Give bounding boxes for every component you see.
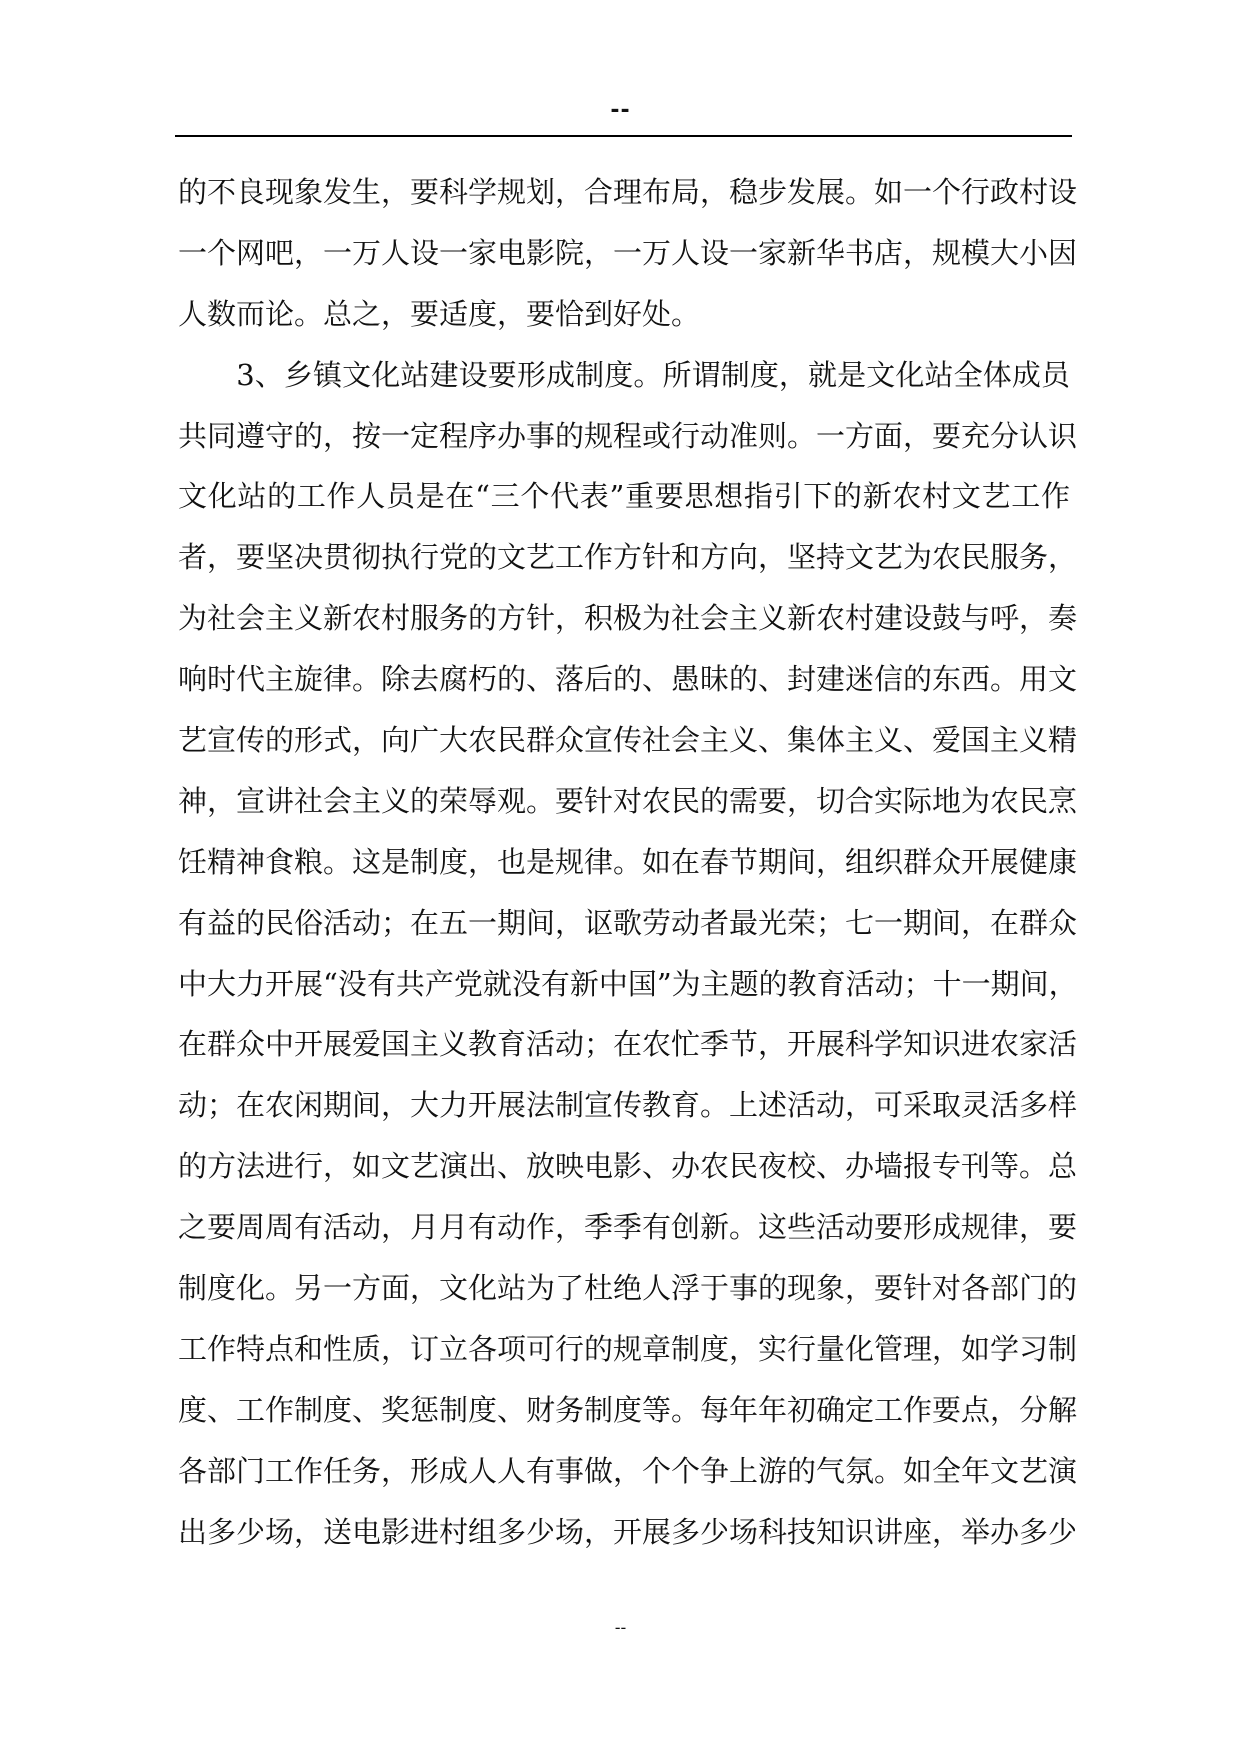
text-line: 动；在农闲期间，大力开展法制宣传教育。上述活动，可采取灵活多样 xyxy=(178,1088,1078,1123)
text-line: 各部门工作任务，形成人人有事做，个个争上游的气氛。如全年文艺演 xyxy=(178,1453,1078,1488)
text-line: 之要周周有活动，月月有动作，季季有创新。这些活动要形成规律，要 xyxy=(178,1210,1078,1245)
text-line: 3、乡镇文化站建设要形成制度。所谓制度，就是文化站全体成员 xyxy=(178,357,1070,392)
text-line: 响时代主旋律。除去腐朽的、落后的、愚昧的、封建迷信的东西。用文 xyxy=(178,662,1078,697)
text-line: 者，要坚决贯彻执行党的文艺工作方针和方向，坚持文艺为农民服务， xyxy=(178,540,1078,575)
page-header-mark: -- xyxy=(610,98,631,123)
text-line: 有益的民俗活动；在五一期间，讴歌劳动者最光荣；七一期间，在群众 xyxy=(178,905,1078,940)
text-line: 度、工作制度、奖惩制度、财务制度等。每年年初确定工作要点，分解 xyxy=(178,1392,1078,1427)
text-line: 一个网吧，一万人设一家电影院，一万人设一家新华书店，规模大小因 xyxy=(178,235,1078,270)
text-line: 为社会主义新农村服务的方针，积极为社会主义新农村建设鼓与呼，奏 xyxy=(178,601,1078,636)
text-line: 在群众中开展爱国主义教育活动；在农忙季节，开展科学知识进农家活 xyxy=(178,1027,1078,1062)
text-line: 文化站的工作人员是在“三个代表”重要思想指引下的新农村文艺工作 xyxy=(178,479,1070,514)
text-line: 神，宣讲社会主义的荣辱观。要针对农民的需要，切合实际地为农民烹 xyxy=(178,783,1078,818)
text-line: 的不良现象发生，要科学规划，合理布局，稳步发展。如一个行政村设 xyxy=(178,175,1078,209)
header-divider xyxy=(175,135,1072,137)
text-line: 共同遵守的，按一定程序办事的规程或行动准则。一方面，要充分认识 xyxy=(178,418,1078,453)
text-line: 饪精神食粮。这是制度，也是规律。如在春节期间，组织群众开展健康 xyxy=(178,844,1078,879)
text-line: 制度化。另一方面，文化站为了杜绝人浮于事的现象，要针对各部门的 xyxy=(178,1271,1078,1306)
text-line: 工作特点和性质，订立各项可行的规章制度，实行量化管理，如学习制 xyxy=(178,1331,1078,1366)
text-line: 人数而论。总之，要适度，要恰到好处。 xyxy=(178,296,701,331)
page-footer-mark: -- xyxy=(614,1618,627,1637)
text-line: 中大力开展“没有共产党就没有新中国”为主题的教育活动；十一期间， xyxy=(178,966,1078,1001)
text-line: 的方法进行，如文艺演出、放映电影、办农民夜校、办墙报专刊等。总 xyxy=(178,1149,1078,1184)
text-line: 艺宣传的形式，向广大农民群众宣传社会主义、集体主义、爱国主义精 xyxy=(178,723,1078,758)
text-line: 出多少场，送电影进村组多少场，开展多少场科技知识讲座，举办多少 xyxy=(178,1514,1078,1549)
body-text xyxy=(178,162,1078,1562)
